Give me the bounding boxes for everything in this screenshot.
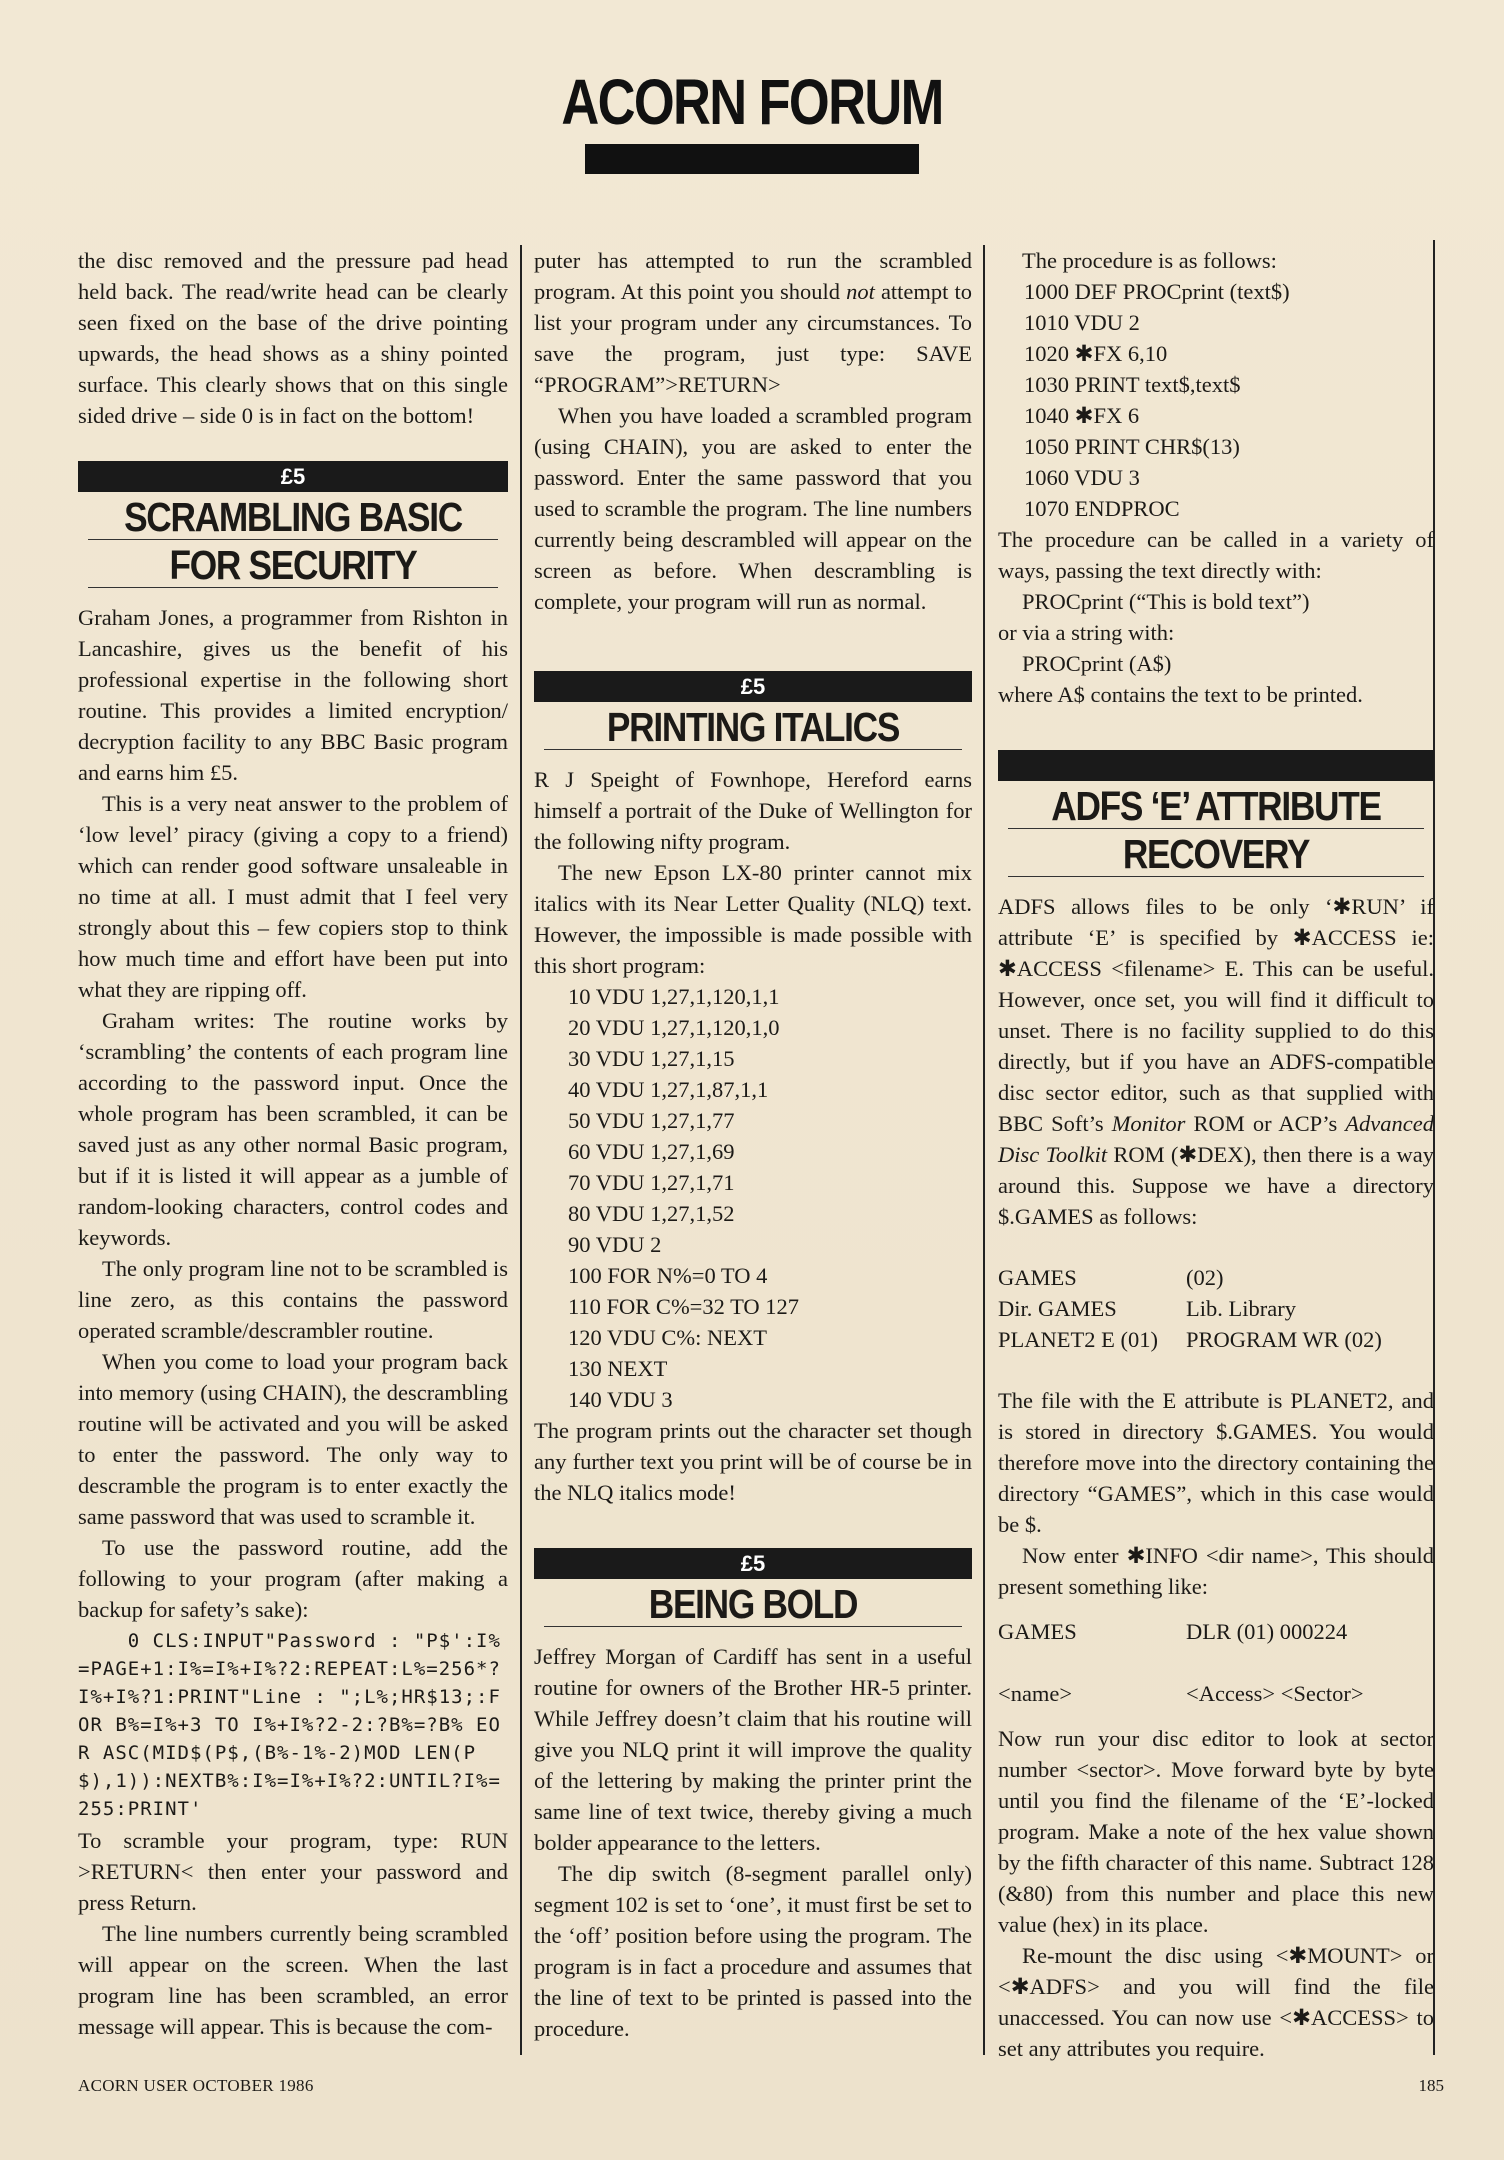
section-title-line: ADFS ‘E’ ATTRIBUTE <box>1051 783 1381 829</box>
listing-line: 140 VDU 3 <box>568 1387 673 1412</box>
table-cell: GAMES <box>998 1619 1077 1644</box>
listing-line: 1010 VDU 2 <box>1024 310 1140 335</box>
table-cell: GAMES <box>998 1265 1077 1290</box>
paragraph: Re-mount the disc using <✱MOUNT> or <✱ADFS> and you will find the file unaccessed. You can now use <✱ACCESS> to set any attributes you require. <box>998 1943 1434 2061</box>
table-cell: <name> <box>998 1681 1073 1706</box>
code-call: PROCprint (“This is bold text”) <box>1022 589 1310 614</box>
text-run: attempt to list your program under any circumstances. To save the program, just type: SAVE “PROGRAM”>RETURN> <box>534 279 972 397</box>
paragraph: The line numbers currently being scrambled will appear on the screen. When the last program line has been scrambled, an error message will appear. This is because the com- <box>78 1921 508 2039</box>
paragraph: The procedure is as follows: <box>1022 248 1277 273</box>
emphasis: not <box>846 279 875 304</box>
code-listing-password: 0 CLS:INPUT"Password : "P$':I%=PAGE+1:I%=I%+I%?2:REPEAT:L%=256*?I%+I%?1:PRINT"Line : ";L%;HR$13;:FOR B%=I%+3 TO I%+I%?2-2:?B%=?B% EOR ASC(MID$(P$,(B%-1%-2)MOD LEN(P$),1)):NEXTB%:I%=I%+I%?2:UNTIL?I%=255:PRINT' <box>78 1630 501 1820</box>
section-heading-adfs <box>998 750 1434 877</box>
emphasis: Monitor <box>1111 1111 1186 1136</box>
masthead-bar <box>585 144 919 174</box>
heading-bar <box>998 750 1434 781</box>
prize-banner: £5 <box>78 461 508 492</box>
intro-paragraph: the disc removed and the pressure pad head held back. The read/write head can be clearly seen fixed on the base of the drive pointing upwards, the head shows as a shiny pointed surface. This clearly shows that on this single sided drive – side 0 is in fact on the bottom! <box>78 248 508 428</box>
section-title-line: BEING BOLD <box>648 1581 858 1627</box>
paragraph: or via a string with: <box>998 620 1175 645</box>
footer-page-number: 185 <box>1418 2076 1444 2095</box>
column-3 <box>998 245 1434 2064</box>
text-run: ROM (✱DEX), then there is a way around this. Suppose we have a directory $.GAMES as follows: <box>998 1142 1434 1229</box>
section-heading-italics <box>534 671 972 750</box>
listing-line: 60 VDU 1,27,1,69 <box>568 1139 735 1164</box>
listing-line: 100 FOR N%=0 TO 4 <box>568 1263 768 1288</box>
table-cell: <Access> <Sector> <box>1186 1681 1364 1706</box>
paragraph: Jeffrey Morgan of Cardiff has sent in a useful routine for owners of the Brother HR-5 printer. While Jeffrey doesn’t claim that his routine will give you NLQ print it will improve the quality of the lettering by making the printer print the same line of text twice, thereby giving a much bolder appearance to the letters. <box>534 1644 972 1855</box>
listing-line: 80 VDU 1,27,1,52 <box>568 1201 735 1226</box>
footer-publication: ACORN USER OCTOBER 1986 <box>78 2076 314 2095</box>
listing-line: 1030 PRINT text$,text$ <box>1024 372 1241 397</box>
paragraph: Now run your disc editor to look at sector number <sector>. Move forward byte by byte until you find the filename of the ‘E’-locked program. Make a note of the hex value shown by the fifth character of this name. Subtract 128 (&80) from this number and place this new value (hex) in its place. <box>998 1726 1434 1937</box>
prize-banner: £5 <box>534 1548 972 1579</box>
listing-line: 50 VDU 1,27,1,77 <box>568 1108 735 1133</box>
paragraph: To use the password routine, add the following to your program (after making a backup for safety’s sake): <box>78 1535 508 1622</box>
paragraph: The program prints out the character set though any further text you print will be of course be in the NLQ italics mode! <box>534 1418 972 1505</box>
paragraph: The dip switch (8-segment parallel only) segment 102 is set to ‘one’, it must first be set to the ‘off’ position before using the program. The program is in fact a procedure and assumes that the line of text to be printed is passed into the procedure. <box>534 1861 972 2041</box>
emphasis: Advanced Disc Toolkit <box>998 1111 1434 1167</box>
listing-line: 10 VDU 1,27,1,120,1,1 <box>568 984 780 1009</box>
table-cell: Lib. Library <box>1186 1296 1296 1321</box>
paragraph: Graham Jones, a programmer from Rishton in Lancashire, gives us the benefit of his professional expertise in the following short routine. This provides a limited encryption/ decryption facility to any BBC Basic program and earns him £5. <box>78 605 508 785</box>
text-run: ROM or ACP’s <box>1185 1111 1346 1136</box>
masthead <box>0 66 1504 174</box>
section-heading-scrambling <box>78 461 508 588</box>
code-call: PROCprint (A$) <box>1022 651 1172 676</box>
paragraph: This is a very neat answer to the problem of ‘low level’ piracy (giving a copy to a friend) which can render good software unsaleable in no time at all. I must admit that I feel very strongly about this – few copiers stop to think how much time and effort have been put into what they are ripping off. <box>78 791 508 1002</box>
paragraph: Now enter ✱INFO <dir name>, This should present something like: <box>998 1543 1434 1599</box>
listing-line: 110 FOR C%=32 TO 127 <box>568 1294 800 1319</box>
paragraph: To scramble your program, type: RUN >RETURN< then enter your password and press Return. <box>78 1828 508 1915</box>
text-run: ADFS allows files to be only ‘✱RUN’ if attribute ‘E’ is specified by ✱ACCESS ie: ✱ACCESS <filename> E. This can be useful. However, once set, you will find it difficult to unset. There is no facility supplied to do this directly, but if you have an ADFS-compatible disc sector editor, such as that supplied with BBC Soft’s <box>998 894 1434 1136</box>
paragraph: R J Speight of Fownhope, Hereford earns himself a portrait of the Duke of Wellington for the following nifty program. <box>534 767 972 854</box>
paragraph: When you come to load your program back into memory (using CHAIN), the descrambling routine will be activated and you will be asked to enter the password. The only way to descramble the program is to enter exactly the same password that was used to scramble it. <box>78 1349 508 1529</box>
listing-line: 1000 DEF PROCprint (text$) <box>1024 279 1290 304</box>
procedure-listing <box>998 276 1434 524</box>
paragraph: where A$ contains the text to be printed. <box>998 682 1363 707</box>
section-title-line: PRINTING ITALICS <box>606 704 900 750</box>
listing-line: 30 VDU 1,27,1,15 <box>568 1046 735 1071</box>
listing-line: 130 NEXT <box>568 1356 668 1381</box>
table-cell: DLR (01) 000224 <box>1186 1619 1348 1644</box>
section-title-line: FOR SECURITY <box>169 542 417 588</box>
column-1 <box>78 245 508 2042</box>
listing-line: 70 VDU 1,27,1,71 <box>568 1170 735 1195</box>
listing-line: 40 VDU 1,27,1,87,1,1 <box>568 1077 769 1102</box>
paragraph: Graham writes: The routine works by ‘scrambling’ the contents of each program line according to the password input. Once the whole program has been scrambled, it can be saved just as any other normal Basic program, but if it is listed it will appear as a jumble of random-looking characters, control codes and keywords. <box>78 1008 508 1250</box>
paragraph: When you have loaded a scrambled program (using CHAIN), you are asked to enter the password. Enter the same password that you used to scramble the program. The line numbers currently being descrambled will appear on the screen as before. When descrambling is complete, your program will run as normal. <box>534 403 972 614</box>
paragraph: The procedure can be called in a variety of ways, passing the text directly with: <box>998 527 1434 583</box>
prize-banner: £5 <box>534 671 972 702</box>
paragraph <box>998 891 1434 1232</box>
paragraph <box>534 245 972 400</box>
directory-listing <box>998 1262 1434 1355</box>
column-rule-1 <box>520 245 522 2055</box>
paragraph: The only program line not to be scrambled is line zero, as this contains the password operated scramble/descrambler routine. <box>78 1256 508 1343</box>
section-heading-bold <box>534 1548 972 1627</box>
masthead-title: ACORN FORUM <box>561 66 943 138</box>
listing-line: 120 VDU C%: NEXT <box>568 1325 767 1350</box>
column-2 <box>534 245 972 2044</box>
listing-line: 1040 ✱FX 6 <box>1024 403 1140 428</box>
column-rule-2 <box>983 245 985 2055</box>
listing-line: 1020 ✱FX 6,10 <box>1024 341 1168 366</box>
paragraph: The file with the E attribute is PLANET2, and is stored in directory $.GAMES. You would therefore move into the directory containing the directory “GAMES”, which in this case would be $. <box>998 1388 1434 1537</box>
section-title-line: RECOVERY <box>1122 831 1310 877</box>
listing-line: 1060 VDU 3 <box>1024 465 1140 490</box>
table-cell: PLANET2 E (01) <box>998 1327 1158 1352</box>
listing-line: 1050 PRINT CHR$(13) <box>1024 434 1240 459</box>
info-output <box>998 1616 1434 1709</box>
table-cell: PROGRAM WR (02) <box>1186 1327 1382 1352</box>
table-cell: (02) <box>1186 1265 1224 1290</box>
table-cell: Dir. GAMES <box>998 1296 1117 1321</box>
paragraph: The new Epson LX-80 printer cannot mix italics with its Near Letter Quality (NLQ) text. However, the impossible is made possible with this short program: <box>534 860 972 978</box>
text-run: puter has attempted to run the scrambled program. At this point you should <box>534 248 972 304</box>
section-title-line: SCRAMBLING BASIC <box>124 494 462 540</box>
listing-line: 20 VDU 1,27,1,120,1,0 <box>568 1015 780 1040</box>
listing-line: 1070 ENDPROC <box>1024 496 1180 521</box>
listing-line: 90 VDU 2 <box>568 1232 662 1257</box>
program-listing <box>534 981 972 1415</box>
